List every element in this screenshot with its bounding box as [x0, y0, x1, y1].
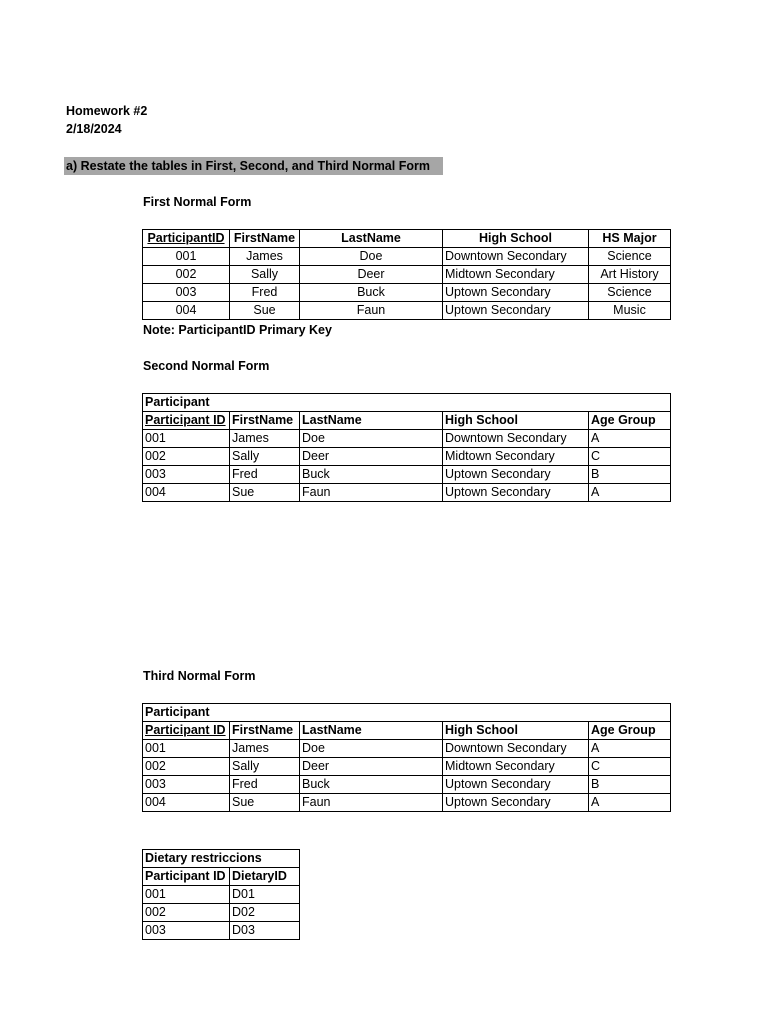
- table-cell: B: [589, 776, 671, 794]
- table-cell: Buck: [300, 776, 443, 794]
- table-row: [143, 886, 300, 904]
- table-cell: Buck: [300, 466, 443, 484]
- table-cell: Art History: [589, 266, 671, 284]
- section-banner: a) Restate the tables in First, Second, and Third Normal Form: [64, 157, 443, 175]
- table-row: [143, 448, 671, 466]
- primary-key-note: Note: ParticipantID Primary Key: [143, 323, 332, 337]
- column-header: High School: [443, 230, 589, 248]
- table-header-row: [143, 412, 671, 430]
- table-cell: James: [230, 740, 300, 758]
- table-row: [143, 740, 671, 758]
- table-cell: 002: [143, 758, 230, 776]
- table-cell: 004: [143, 484, 230, 502]
- column-header: ParticipantID: [143, 230, 230, 248]
- first-normal-form-title: First Normal Form: [143, 195, 252, 209]
- table-cell: Deer: [300, 448, 443, 466]
- table-cell: Downtown Secondary: [443, 430, 589, 448]
- table-cell: Faun: [300, 794, 443, 812]
- table-cell: Sue: [230, 794, 300, 812]
- column-header: FirstName: [230, 412, 300, 430]
- third-normal-form-title: Third Normal Form: [143, 669, 256, 683]
- column-header: HS Major: [589, 230, 671, 248]
- table-cell: Sue: [230, 484, 300, 502]
- table-cell: 002: [143, 266, 230, 284]
- table-cell: A: [589, 484, 671, 502]
- table-cell: Downtown Secondary: [443, 740, 589, 758]
- table-row: [143, 904, 300, 922]
- table-cell: Deer: [300, 266, 443, 284]
- table-cell: D03: [230, 922, 300, 940]
- table-row: [143, 758, 671, 776]
- table-caption-row: [143, 850, 300, 868]
- table-cell: A: [589, 794, 671, 812]
- table-cell: 004: [143, 794, 230, 812]
- table-cell: James: [230, 248, 300, 266]
- table-cell: Science: [589, 248, 671, 266]
- table-row: [143, 922, 300, 940]
- table-cell: Doe: [300, 248, 443, 266]
- table-cell: 003: [143, 776, 230, 794]
- column-header: Participant ID: [143, 412, 230, 430]
- table-cell: Doe: [300, 740, 443, 758]
- table-row: [143, 284, 671, 302]
- document-date: 2/18/2024: [66, 122, 122, 136]
- column-header: LastName: [300, 722, 443, 740]
- table-header-row: [143, 868, 300, 886]
- table-cell: Uptown Secondary: [443, 484, 589, 502]
- table-cell: 004: [143, 302, 230, 320]
- table-cell: Doe: [300, 430, 443, 448]
- table-row: [143, 248, 671, 266]
- table-cell: A: [589, 740, 671, 758]
- table-cell: Fred: [230, 776, 300, 794]
- column-header: Age Group: [589, 412, 671, 430]
- table-cell: 001: [143, 740, 230, 758]
- table-cell: 003: [143, 284, 230, 302]
- first-normal-form-table: [142, 229, 671, 320]
- table-cell: Midtown Secondary: [443, 448, 589, 466]
- table-row: [143, 302, 671, 320]
- column-header: DietaryID: [230, 868, 300, 886]
- table-cell: 003: [143, 922, 230, 940]
- column-header: LastName: [300, 412, 443, 430]
- table-cell: D02: [230, 904, 300, 922]
- table-caption: Participant: [143, 394, 671, 412]
- table-cell: Fred: [230, 284, 300, 302]
- table-row: [143, 484, 671, 502]
- table-cell: 001: [143, 430, 230, 448]
- table-cell: A: [589, 430, 671, 448]
- third-normal-form-participant-table: [142, 703, 671, 812]
- dietary-restrictions-table: [142, 849, 300, 940]
- table-caption: Dietary restriccions: [143, 850, 300, 868]
- table-cell: Sue: [230, 302, 300, 320]
- table-cell: C: [589, 758, 671, 776]
- document-title: Homework #2: [66, 104, 148, 118]
- table-cell: 001: [143, 248, 230, 266]
- column-header: LastName: [300, 230, 443, 248]
- table-cell: Faun: [300, 484, 443, 502]
- table-caption-row: [143, 704, 671, 722]
- table-cell: Midtown Secondary: [443, 266, 589, 284]
- table-header-row: [143, 722, 671, 740]
- table-cell: D01: [230, 886, 300, 904]
- column-header: FirstName: [230, 230, 300, 248]
- column-header: FirstName: [230, 722, 300, 740]
- table-cell: B: [589, 466, 671, 484]
- table-cell: Science: [589, 284, 671, 302]
- table-row: [143, 266, 671, 284]
- second-normal-form-title: Second Normal Form: [143, 359, 270, 373]
- table-cell: Faun: [300, 302, 443, 320]
- table-cell: James: [230, 430, 300, 448]
- table-cell: Uptown Secondary: [443, 794, 589, 812]
- second-normal-form-table: [142, 393, 671, 502]
- table-row: [143, 776, 671, 794]
- table-cell: Fred: [230, 466, 300, 484]
- table-cell: 002: [143, 448, 230, 466]
- table-cell: Buck: [300, 284, 443, 302]
- table-cell: Downtown Secondary: [443, 248, 589, 266]
- table-cell: Uptown Secondary: [443, 776, 589, 794]
- table-cell: Sally: [230, 266, 300, 284]
- column-header: High School: [443, 412, 589, 430]
- table-cell: Uptown Secondary: [443, 284, 589, 302]
- table-caption: Participant: [143, 704, 671, 722]
- table-cell: 001: [143, 886, 230, 904]
- table-cell: C: [589, 448, 671, 466]
- column-header: Participant ID: [143, 722, 230, 740]
- table-cell: Sally: [230, 758, 300, 776]
- table-cell: Music: [589, 302, 671, 320]
- column-header: Age Group: [589, 722, 671, 740]
- table-row: [143, 794, 671, 812]
- table-cell: Sally: [230, 448, 300, 466]
- table-cell: Deer: [300, 758, 443, 776]
- table-cell: 003: [143, 466, 230, 484]
- column-header: Participant ID: [143, 868, 230, 886]
- table-cell: Midtown Secondary: [443, 758, 589, 776]
- table-caption-row: [143, 394, 671, 412]
- table-cell: Uptown Secondary: [443, 466, 589, 484]
- table-row: [143, 466, 671, 484]
- table-cell: Uptown Secondary: [443, 302, 589, 320]
- table-row: [143, 430, 671, 448]
- column-header: High School: [443, 722, 589, 740]
- table-cell: 002: [143, 904, 230, 922]
- table-header-row: [143, 230, 671, 248]
